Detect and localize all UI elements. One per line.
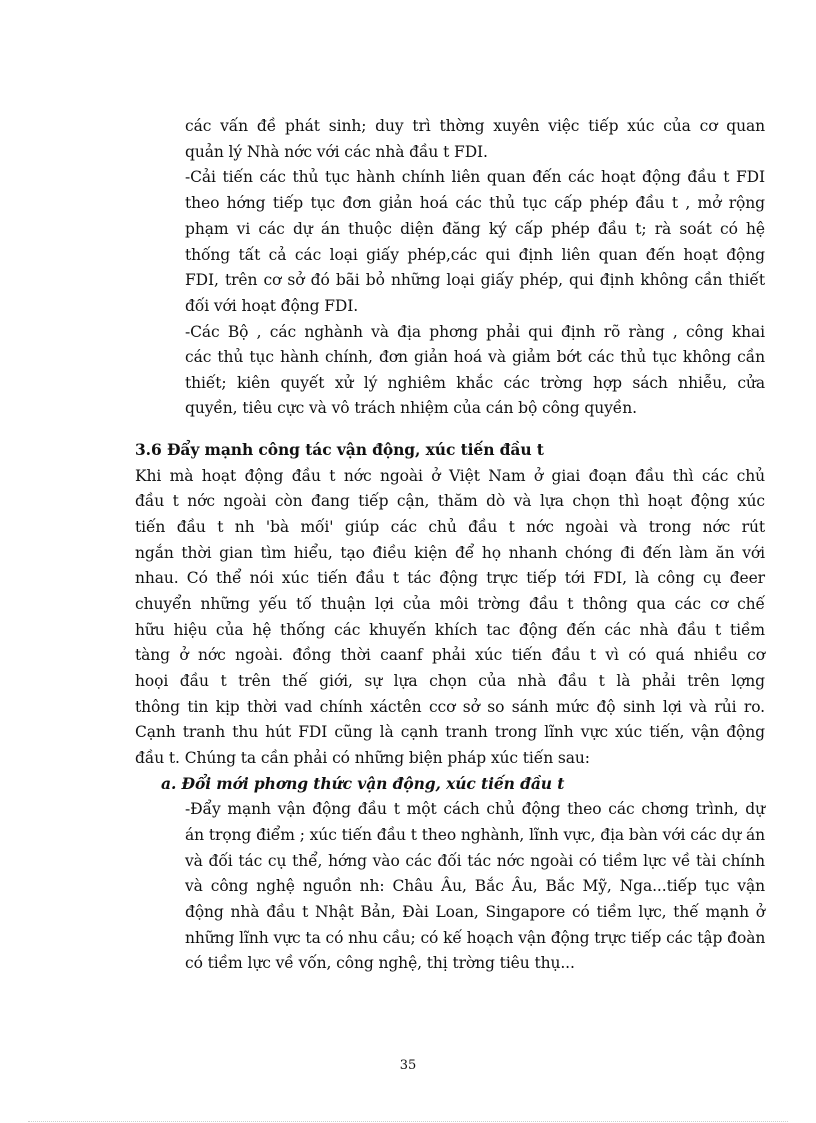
text-line: -Đẩy mạnh vận động đầu t một cách chủ động theo các chơng trình, dự [185, 800, 765, 818]
text-line: quyền, tiêu cực và vô trách nhiệm của cán bộ công quyền. [185, 399, 637, 417]
text-line: đối với hoạt động FDI. [185, 297, 359, 315]
text-line: Cạnh tranh thu hút FDI cũng là cạnh tranh trong lĩnh vực xúc tiến, vận động [135, 723, 765, 741]
text-line: nhau. Có thể nói xúc tiến đầu t tác động trực tiếp tới FDI, là công cụ đeer [135, 569, 765, 587]
text-line: -Các Bộ , các nghành và địa phơng phải qui định rõ ràng , công khai [185, 323, 765, 341]
page-bottom-rule [28, 1121, 788, 1122]
text-line: đầu t. Chúng ta cần phải có những biện pháp xúc tiến sau: [135, 749, 590, 767]
text-line: thống tất cả các loại giấy phép,các qui định liên quan đến hoạt động [185, 246, 765, 264]
subsection-heading: a. Đổi mới phơng thức vận động, xúc tiến đầu t [161, 774, 565, 793]
text-line: phạm vi các dự án thuộc diện đăng ký cấp phép đầu t; rà soát có hệ [185, 220, 765, 238]
text-line: quản lý Nhà nớc với các nhà đầu t FDI. [185, 143, 488, 161]
text-line: và công nghệ nguồn nh: Châu Âu, Bắc Âu, Bắc Mỹ, Nga...tiếp tục vận [185, 877, 765, 895]
text-line: có tiềm lực về vốn, công nghệ, thị trờng tiêu thụ... [185, 954, 575, 972]
text-line: thông tin kịp thời vad chính xáctên ccơ sở so sánh mức độ sinh lợi và rủi ro. [135, 698, 765, 716]
text-line: ngắn thời gian tìm hiểu, tạo điều kiện để họ nhanh chóng đi đến làm ăn với [135, 544, 765, 562]
text-line: những lĩnh vực ta có nhu cầu; có kế hoạch vận động trực tiếp các tập đoàn [185, 929, 766, 947]
section-heading: 3.6 Đẩy mạnh công tác vận động, xúc tiến đầu t [135, 440, 544, 459]
text-line: thiết; kiên quyết xử lý nghiêm khắc các trờng hợp sách nhiễu, cửa [185, 374, 765, 392]
text-line: theo hớng tiếp tục đơn giản hoá các thủ tục cấp phép đầu t , mở rộng [185, 194, 765, 212]
text-line: đầu t nớc ngoài còn đang tiếp cận, thăm dò và lựa chọn thì hoạt động xúc [135, 492, 765, 510]
text-line: hữu hiệu của hệ thống các khuyến khích tac động đến các nhà đầu t tiềm [135, 621, 765, 639]
text-line: FDI, trên cơ sở đó bãi bỏ những loại giấy phép, qui định không cần thiết [185, 271, 765, 289]
text-line: các thủ tục hành chính, đơn giản hoá và giảm bớt các thủ tục không cần [185, 348, 765, 366]
text-line: động nhà đầu t Nhật Bản, Đài Loan, Singapore có tiềm lực, thế mạnh ở [185, 903, 765, 921]
text-line: chuyển những yếu tố thuận lợi của môi trờng đầu t thông qua các cơ chế [135, 595, 765, 613]
text-line: -Cải tiến các thủ tục hành chính liên quan đến các hoạt động đầu t FDI [185, 168, 765, 186]
text-line: các vấn đề phát sinh; duy trì thờng xuyên việc tiếp xúc của cơ quan [185, 117, 765, 135]
page-number: 35 [399, 1058, 417, 1073]
text-line: tiến đầu t nh 'bà mối' giúp các chủ đầu t nớc ngoài và trong nớc rút [135, 518, 765, 536]
text-line: tàng ở nớc ngoài. đồng thời caanf phải xúc tiến đầu t vì có quá nhiều cơ [135, 646, 765, 664]
text-line: và đối tác cụ thể, hớng vào các đối tác nớc ngoài có tiềm lực về tài chính [185, 852, 765, 870]
text-line: hoọi đầu t trên thế giới, sự lựa chọn của nhà đầu t là phải trên lợng [135, 672, 765, 690]
text-line: án trọng điểm ; xúc tiến đầu t theo nghành, lĩnh vực, địa bàn với các dự án [185, 826, 765, 844]
text-line: Khi mà hoạt động đầu t nớc ngoài ở Việt Nam ở giai đoạn đầu thì các chủ [135, 467, 765, 485]
